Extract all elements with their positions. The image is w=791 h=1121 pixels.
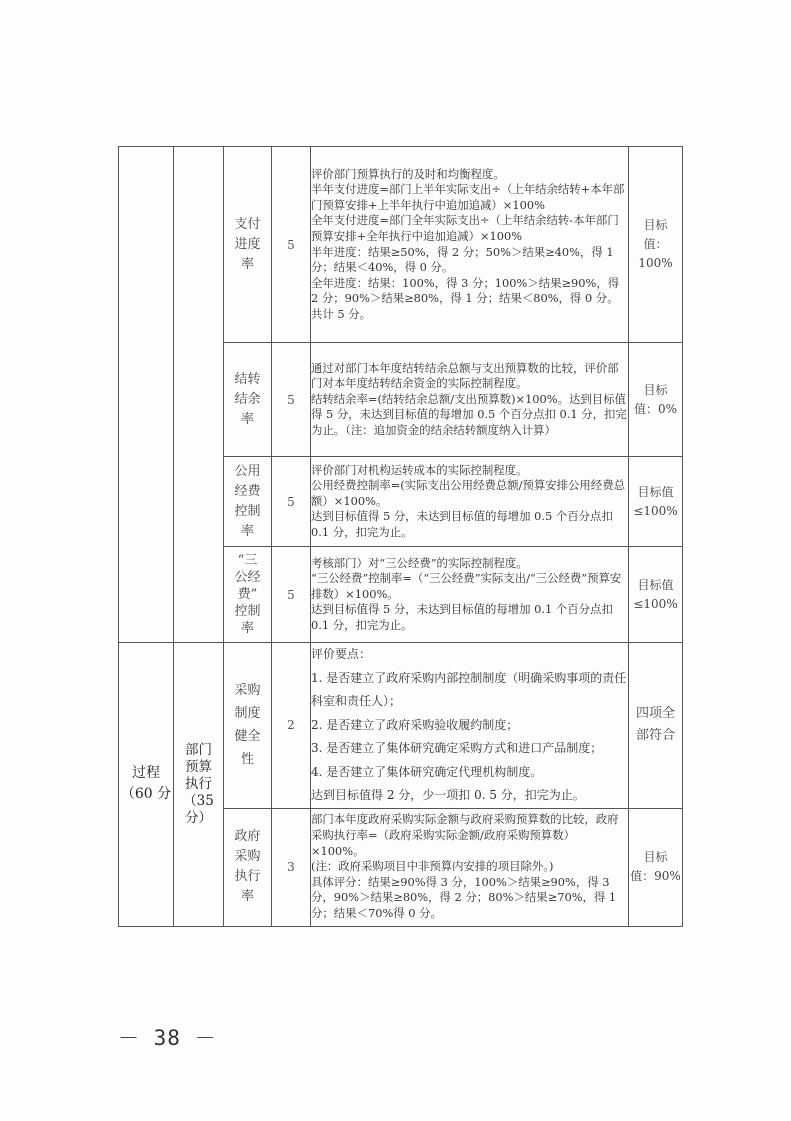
description-line: 2. 是否建立了政府采购验收履约制度； <box>311 717 519 732</box>
level1-line: （60 分 <box>120 786 172 803</box>
target-line: 部符合 <box>635 728 675 744</box>
target-line: 值：90% <box>630 869 681 883</box>
target-line: 目标 <box>643 382 668 397</box>
indicator-cell <box>224 457 272 547</box>
indicator-line: 公经 <box>234 570 261 585</box>
indicator-cell <box>224 643 272 809</box>
level2-line: 部门 <box>185 741 212 758</box>
indicator-line: 支付 <box>234 216 261 232</box>
indicator-cell <box>224 808 272 926</box>
indicator-line: 率 <box>240 889 254 904</box>
score-cell: 3 <box>272 808 311 926</box>
target-cell <box>629 547 683 643</box>
description-line: 全年支付进度=部门全年实际支出÷（上年结余结转-本年部门预算安排+全年执行中追加追减）×100% <box>311 213 619 243</box>
level1-line: 过程 <box>132 765 160 782</box>
indicator-line: 控制 <box>234 604 261 619</box>
indicator-cell <box>224 343 272 457</box>
target-line: 目标值 <box>637 484 674 499</box>
target-line: 目标 <box>643 850 668 864</box>
level2-line: （35 <box>183 792 214 809</box>
level2-line: 预算 <box>185 758 212 775</box>
description-line: 半年支付进度=部门上半年实际支出÷（上年结余结转+本年部门预算安排+上半年执行中追加追减）×100% <box>311 182 625 212</box>
level2-cell-empty <box>174 147 224 643</box>
description-cell <box>311 643 629 809</box>
level1-cell <box>119 643 174 927</box>
target-cell <box>629 147 683 343</box>
indicator-line: 公用 <box>234 463 261 479</box>
indicator-line: 制度 <box>234 706 261 722</box>
target-line: 四项全 <box>635 706 675 722</box>
description-line: 3. 是否建立了集体研究确定采购方式和进口产品制度； <box>311 741 603 755</box>
evaluation-table <box>118 146 683 927</box>
indicator-cell <box>224 147 272 343</box>
target-line: 目标 <box>643 218 668 232</box>
target-cell <box>629 643 683 809</box>
description-line: 结转结余率=(结转结余总额/支出预算数)×100%。达到目标值得 5 分，未达到目标值的每增加 0.5 个百分点扣 0.1 分，扣完为止。（注：追加资金的结余结转额度纳入计算） <box>311 391 627 437</box>
score-cell: 2 <box>272 643 311 809</box>
description-line: 评价部门预算执行的及时和均衡程度。 <box>311 166 505 181</box>
description-line: 通过对部门本年度结转结余总额与支出预算数的比较，评价部门对本年度结转结余资金的实际控制程度。 <box>311 360 619 391</box>
score-cell: 5 <box>272 147 311 343</box>
description-line: “三公经费”控制率=（“三公经费”实际支出/“三公经费”预算安排数）×100%。 <box>311 571 622 601</box>
target-line: ≤100% <box>633 596 678 611</box>
indicator-line: 执行 <box>234 869 261 884</box>
level1-cell-empty <box>119 147 174 643</box>
indicator-line: 率 <box>240 523 254 539</box>
description-line: 公用经费控制率=(实际支出公用经费总额/预算安排公用经费总额）×100%。 <box>311 478 625 508</box>
indicator-line: 控制 <box>234 503 261 519</box>
level2-cell <box>174 643 224 927</box>
target-line: 100% <box>638 256 673 270</box>
table-row <box>119 147 683 343</box>
level2-line: 分） <box>185 809 212 826</box>
description-line: 考核部门）对“三公经费”的实际控制程度。 <box>311 555 528 570</box>
description-cell <box>311 343 629 457</box>
description-cell <box>311 457 629 547</box>
target-line: 值： <box>643 237 668 251</box>
description-cell <box>311 808 629 926</box>
indicator-line: 采购 <box>234 849 261 864</box>
indicator-cell <box>224 547 272 643</box>
description-line: 达到目标值得 5 分，未达到目标值的每增加 0.1 个百分点扣 0.1 分，扣完为止。 <box>311 602 613 632</box>
indicator-line: 结余 <box>234 391 261 407</box>
indicator-line: 性 <box>240 752 254 768</box>
indicator-line: 采购 <box>234 683 261 699</box>
description-line: 1. 是否建立了政府采购内部控制制度（明确采购事项的责任科室和责任人）； <box>311 670 627 708</box>
target-cell <box>629 808 683 926</box>
target-cell <box>629 457 683 547</box>
description-line: 评价要点： <box>311 647 372 661</box>
target-cell <box>629 343 683 457</box>
description-line: 部门本年度政府采购实际金额与政府采购预算数的比较，政府采购执行率=（政府采购实际金额/政府采购预算数）×100%。 <box>311 812 619 858</box>
description-line: 达到目标值得 5 分，未达到目标值的每增加 0.5 个百分点扣 0.1 分，扣完为止。 <box>311 509 613 539</box>
indicator-line: 率 <box>240 411 254 427</box>
description-line: 4. 是否建立了集体研究确定代理机构制度。 <box>311 764 543 779</box>
indicator-line: 政府 <box>234 829 261 844</box>
description-line: (注：政府采购项目中非预算内安排的项目除外。) <box>311 859 554 874</box>
indicator-line: 进度 <box>234 236 261 252</box>
description-cell <box>311 547 629 643</box>
level2-line: 执行 <box>185 775 212 792</box>
page-number: － 38 － <box>118 1026 217 1050</box>
description-line: 全年进度：结果：100%，得 3 分；100%＞结果≥90%，得 2 分；90%＞结果≥80%，得 1 分；结果＜80%，得 0 分。共计 5 分。 <box>311 275 620 321</box>
score-cell: 5 <box>272 547 311 643</box>
description-line: 达到目标值得 2 分，少一项扣 0. 5 分，扣完为止。 <box>311 788 585 802</box>
description-line: 具体评分：结果≥90%得 3 分，100%＞结果≥90%，得 3 分，90%＞结果≥80%，得 2 分；80%＞结果≥70%，得 1 分；结果＜70%得 0 分。 <box>311 874 617 920</box>
indicator-line: 结转 <box>234 371 261 387</box>
indicator-line: “三 <box>237 553 258 568</box>
score-cell: 5 <box>272 457 311 547</box>
target-line: ≤100% <box>633 503 678 518</box>
target-line: 值：0% <box>633 401 678 416</box>
table-row <box>119 643 683 809</box>
indicator-line: 率 <box>240 621 254 636</box>
target-line: 目标值 <box>637 577 674 592</box>
indicator-line: 率 <box>240 256 254 272</box>
indicator-line: 费” <box>237 587 258 602</box>
indicator-line: 经费 <box>234 483 261 499</box>
indicator-line: 健全 <box>234 729 261 745</box>
description-line: 评价部门对机构运转成本的实际控制程度。 <box>311 462 528 477</box>
score-cell: 5 <box>272 343 311 457</box>
description-cell <box>311 147 629 343</box>
description-line: 半年进度：结果≥50%，得 2 分；50%＞结果≥40%，得 1 分；结果＜40%，得 0 分。 <box>311 244 614 275</box>
